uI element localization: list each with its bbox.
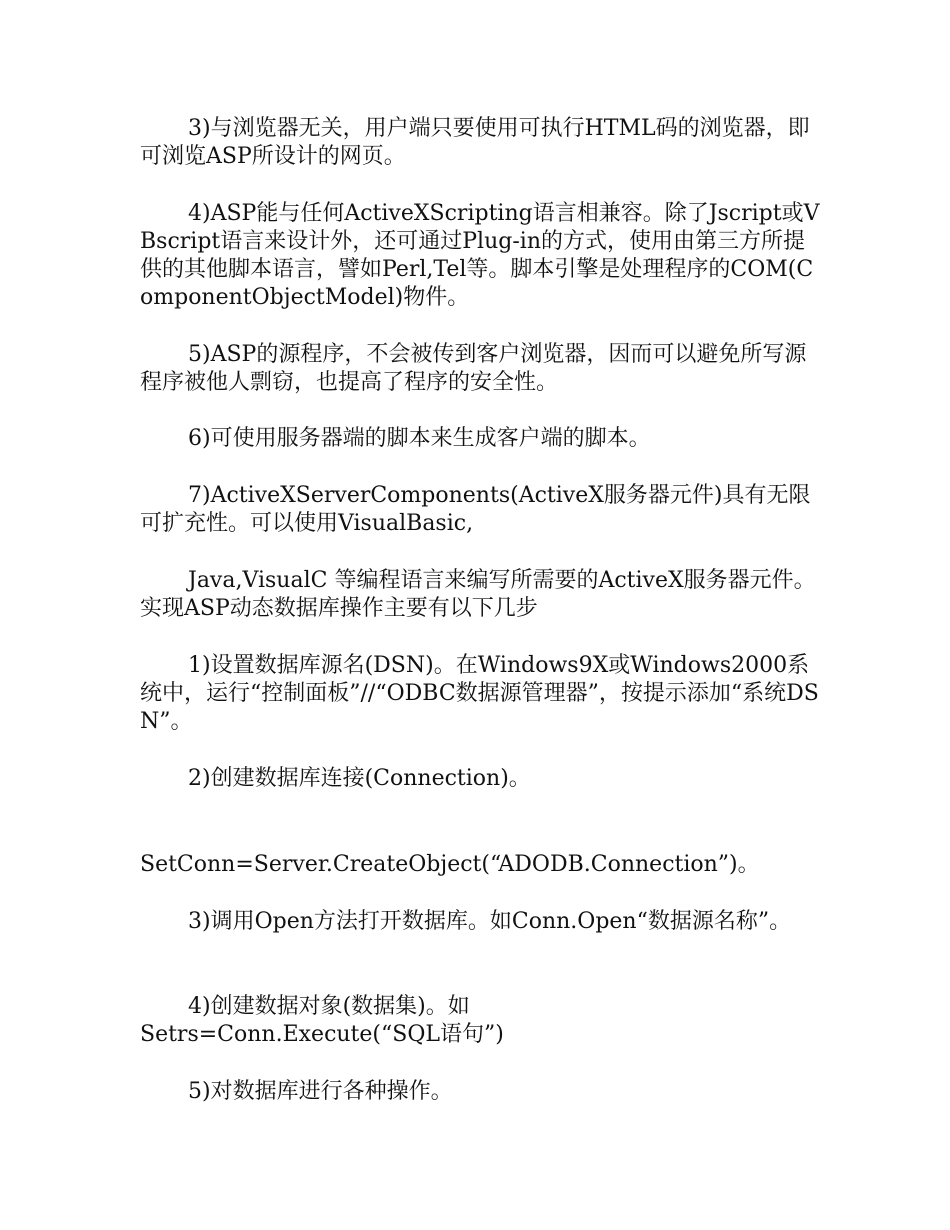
paragraph-code-connection	[140, 851, 820, 879]
paragraph-text: 1)设置数据库源名(DSN)。在Windows9X或Windows2000系统中，运行“控制面板”//“ODBC数据源管理器”，按提示添加“系统DSN”。	[140, 653, 819, 734]
paragraph-text: 4)创建数据对象(数据集)。如	[188, 994, 470, 1019]
paragraph-text: 3)与浏览器无关，用户端只要使用可执行HTML码的浏览器，即可浏览ASP所设计的网页。	[140, 116, 810, 169]
paragraph-text: 5)对数据库进行各种操作。	[188, 1079, 453, 1104]
paragraph-text: 4)ASP能与任何ActiveXScripting语言相兼容。除了Jscript或VBscript语言来设计外，还可通过Plug-in的方式，使用由第三方所提供的其他脚本语言，譬如Perl,Tel等。脚本引擎是处理程序的COM(ComponentObjectModel)物件。	[140, 201, 820, 310]
paragraph-step-5	[140, 1078, 820, 1106]
paragraph-code-execute	[140, 1021, 820, 1049]
paragraph-text: 3)调用Open方法打开数据库。如Conn.Open“数据源名称”。	[188, 909, 792, 934]
paragraph-text: Java,VisualC 等编程语言来编写所需要的ActiveX服务器元件。实现ASP动态数据库操作主要有以下几步	[140, 568, 816, 621]
paragraph-step-4	[140, 993, 820, 1021]
paragraph-text: 7)ActiveXServerComponents(ActiveX服务器元件)具有无限可扩充性。可以使用VisualBasic,	[140, 483, 811, 536]
paragraph-feature-6	[140, 425, 820, 453]
paragraph-text: 5)ASP的源程序，不会被传到客户浏览器，因而可以避免所写源程序被他人剽窃，也提高了程序的安全性。	[140, 342, 807, 395]
paragraph-step-2	[140, 765, 820, 793]
paragraph-feature-4	[140, 200, 820, 312]
paragraph-step-3	[140, 908, 820, 936]
paragraph-text: Setrs=Conn.Execute(“SQL语句”)	[140, 1022, 504, 1047]
paragraph-text: 6)可使用服务器端的脚本来生成客户端的脚本。	[188, 426, 651, 451]
paragraph-feature-7	[140, 482, 820, 538]
paragraph-text: 2)创建数据库连接(Connection)。	[188, 766, 531, 791]
paragraph-feature-3	[140, 115, 820, 171]
paragraph-text: SetConn=Server.CreateObject(“ADODB.Connection”)。	[140, 852, 760, 877]
paragraph-step-1	[140, 652, 820, 736]
paragraph-activex-languages	[140, 567, 820, 623]
paragraph-feature-5	[140, 341, 820, 397]
